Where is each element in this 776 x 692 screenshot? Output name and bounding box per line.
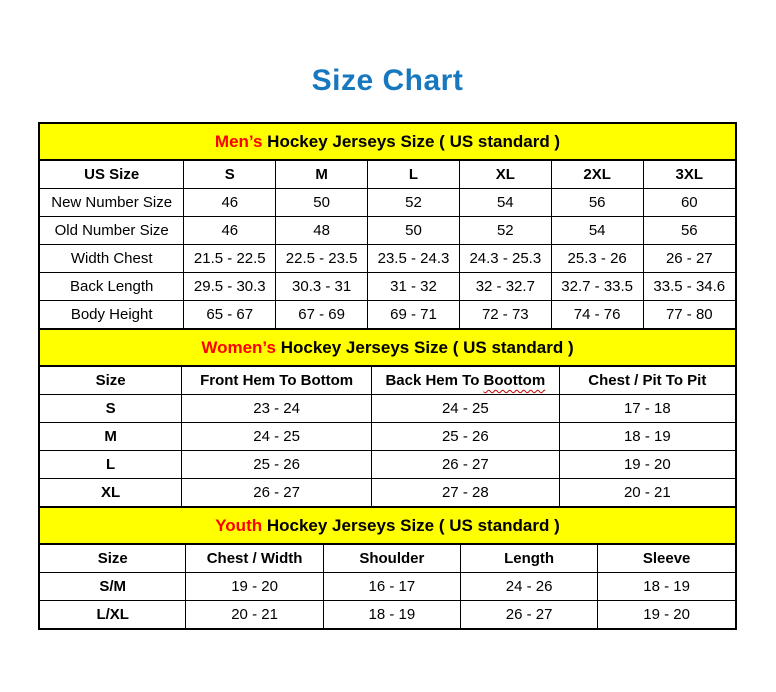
banner-text: Hockey Jerseys Size ( US standard ) — [262, 516, 560, 535]
size-cell: 26 - 27 — [182, 479, 372, 507]
size-chart-box — [38, 122, 737, 630]
column-header: Back Hem To Boottom — [372, 367, 560, 395]
row-label: Old Number Size — [40, 217, 184, 245]
column-header: M — [276, 161, 368, 189]
column-header: 3XL — [643, 161, 735, 189]
size-cell: 46 — [184, 189, 276, 217]
banner-highlight: Women’s — [201, 338, 276, 357]
page-title: Size Chart — [311, 64, 464, 97]
header-row — [40, 161, 735, 189]
size-cell: 18 - 19 — [559, 423, 735, 451]
column-header: S — [184, 161, 276, 189]
size-cell: 54 — [459, 189, 551, 217]
size-cell: 19 - 20 — [598, 601, 735, 629]
size-cell: 19 - 20 — [559, 451, 735, 479]
size-cell: 18 - 19 — [323, 601, 460, 629]
column-header: Shoulder — [323, 545, 460, 573]
size-cell: 60 — [643, 189, 735, 217]
size-cell: 21.5 - 22.5 — [184, 245, 276, 273]
size-cell: 18 - 19 — [598, 573, 735, 601]
row-label: New Number Size — [40, 189, 184, 217]
row-label: M — [40, 423, 182, 451]
column-header: Chest / Pit To Pit — [559, 367, 735, 395]
row-label: L — [40, 451, 182, 479]
table-row — [40, 189, 735, 217]
size-cell: 26 - 27 — [643, 245, 735, 273]
size-cell: 48 — [276, 217, 368, 245]
size-cell: 52 — [368, 189, 460, 217]
row-label: S/M — [40, 573, 186, 601]
size-cell: 24.3 - 25.3 — [459, 245, 551, 273]
table-row — [40, 451, 735, 479]
column-header: Sleeve — [598, 545, 735, 573]
size-cell: 23 - 24 — [182, 395, 372, 423]
section-womens — [40, 328, 735, 506]
youth-size-table — [40, 545, 735, 628]
column-header: US Size — [40, 161, 184, 189]
size-cell: 65 - 67 — [184, 301, 276, 329]
section-youth — [40, 506, 735, 628]
size-cell: 69 - 71 — [368, 301, 460, 329]
table-row — [40, 479, 735, 507]
header-row — [40, 545, 735, 573]
size-cell: 50 — [276, 189, 368, 217]
column-header: L — [368, 161, 460, 189]
size-cell: 33.5 - 34.6 — [643, 273, 735, 301]
table-row — [40, 301, 735, 329]
size-cell: 19 - 20 — [186, 573, 323, 601]
row-label: Body Height — [40, 301, 184, 329]
column-header: Size — [40, 545, 186, 573]
size-cell: 20 - 21 — [186, 601, 323, 629]
header-row — [40, 367, 735, 395]
banner-highlight: Men’s — [214, 132, 263, 151]
table-row — [40, 217, 735, 245]
size-cell: 20 - 21 — [559, 479, 735, 507]
size-cell: 24 - 26 — [460, 573, 597, 601]
mens-size-table — [40, 161, 735, 328]
size-cell: 25 - 26 — [182, 451, 372, 479]
womens-size-table — [40, 367, 735, 506]
size-cell: 46 — [184, 217, 276, 245]
size-cell: 74 - 76 — [551, 301, 643, 329]
size-cell: 52 — [459, 217, 551, 245]
size-cell: 25.3 - 26 — [551, 245, 643, 273]
size-cell: 24 - 25 — [182, 423, 372, 451]
column-header: Size — [40, 367, 182, 395]
size-cell: 32 - 32.7 — [459, 273, 551, 301]
column-header: Front Hem To Bottom — [182, 367, 372, 395]
size-cell: 67 - 69 — [276, 301, 368, 329]
row-label: L/XL — [40, 601, 186, 629]
table-row — [40, 395, 735, 423]
size-cell: 32.7 - 33.5 — [551, 273, 643, 301]
size-cell: 56 — [643, 217, 735, 245]
size-cell: 26 - 27 — [372, 451, 560, 479]
size-cell: 54 — [551, 217, 643, 245]
size-cell: 25 - 26 — [372, 423, 560, 451]
womens-section-banner — [40, 328, 735, 367]
size-cell: 23.5 - 24.3 — [368, 245, 460, 273]
youth-section-banner — [40, 506, 735, 545]
table-row — [40, 423, 735, 451]
table-row — [40, 273, 735, 301]
size-cell: 16 - 17 — [323, 573, 460, 601]
column-header: Chest / Width — [186, 545, 323, 573]
size-cell: 50 — [368, 217, 460, 245]
table-row — [40, 245, 735, 273]
row-label: Width Chest — [40, 245, 184, 273]
size-cell: 30.3 - 31 — [276, 273, 368, 301]
table-row — [40, 601, 735, 629]
table-row — [40, 573, 735, 601]
size-cell: 27 - 28 — [372, 479, 560, 507]
size-cell: 17 - 18 — [559, 395, 735, 423]
section-mens — [40, 124, 735, 328]
misspelled-word: Boottom — [483, 372, 546, 389]
size-cell: 26 - 27 — [460, 601, 597, 629]
mens-section-banner — [40, 124, 735, 161]
column-header: Length — [460, 545, 597, 573]
banner-text: Hockey Jerseys Size ( US standard ) — [275, 338, 574, 357]
banner-text: Hockey Jerseys Size ( US standard ) — [262, 132, 561, 151]
column-header: XL — [459, 161, 551, 189]
size-cell: 72 - 73 — [459, 301, 551, 329]
banner-highlight: Youth — [215, 516, 263, 535]
row-label: S — [40, 395, 182, 423]
size-cell: 56 — [551, 189, 643, 217]
size-cell: 77 - 80 — [643, 301, 735, 329]
size-cell: 29.5 - 30.3 — [184, 273, 276, 301]
size-cell: 24 - 25 — [372, 395, 560, 423]
row-label: XL — [40, 479, 182, 507]
size-cell: 31 - 32 — [368, 273, 460, 301]
size-cell: 22.5 - 23.5 — [276, 245, 368, 273]
column-header: 2XL — [551, 161, 643, 189]
row-label: Back Length — [40, 273, 184, 301]
